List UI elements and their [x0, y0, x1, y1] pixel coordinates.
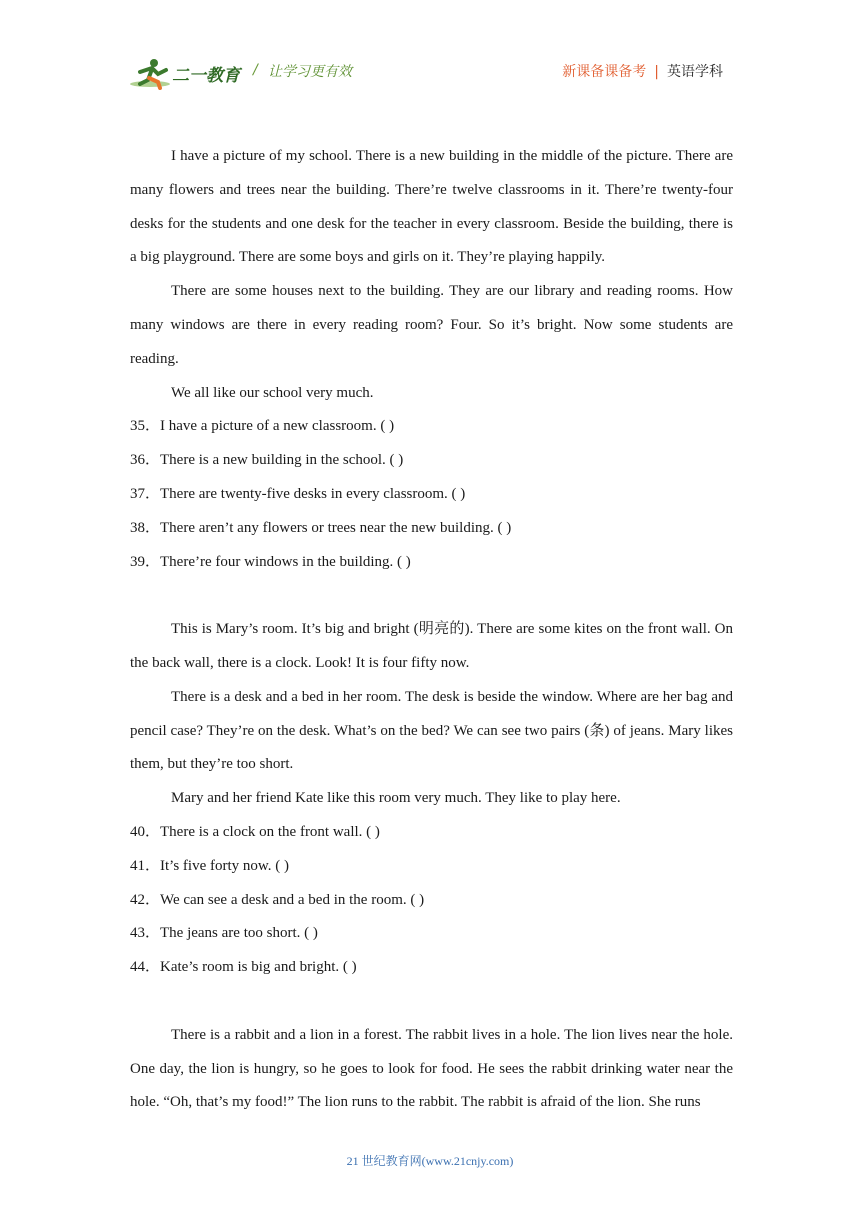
slogan: 让学习更有效 — [268, 64, 352, 80]
section-gap — [130, 985, 733, 1019]
passage1-paragraph: I have a picture of my school. There is a new building in the middle of the picture. There are many flowers and trees near the building. There’re twelve classrooms in it. There’re twenty-four desks for the students and one desk for the teacher in every classroom. Beside the building, there is a big playground. There are some boys and girls on it. They’re playing happily. — [130, 148, 733, 266]
question-39: 39．There’re four windows in the building. ( ) — [130, 553, 411, 570]
question-35: 35．I have a picture of a new classroom. ( ) — [130, 418, 395, 435]
passage2-paragraph: Mary and her friend Kate like this room very much. They like to play here. — [171, 790, 621, 807]
question-38: 38．There aren’t any flowers or trees near the new building. ( ) — [130, 519, 512, 536]
page-header — [0, 0, 860, 110]
passage3-paragraph: There is a rabbit and a lion in a forest. The rabbit lives in a hole. The lion lives near the hole. One day, the lion is hungry, so he goes to look for food. He sees the rabbit drinking water near the hole. “Oh, that’s my food!” The lion runs to the rabbit. The rabbit is afraid of the lion. She runs — [130, 1026, 733, 1111]
header-subject-label: 英语学科 — [667, 64, 723, 80]
header-subject — [562, 61, 723, 81]
logo-text: 二一教育 — [172, 66, 240, 86]
passage1-paragraph: We all like our school very much. — [171, 384, 374, 401]
passage2-paragraph: There is a desk and a bed in her room. The desk is beside the window. Where are her bag and pencil case? They’re on the desk. What’s on the bed? We can see two pairs (条) of jeans. Mary likes them, but they’re too short. — [130, 688, 733, 773]
question-36: 36．There is a new building in the school. ( ) — [130, 452, 404, 469]
logo-icon — [128, 56, 246, 90]
section-gap — [130, 579, 733, 613]
passage1-paragraph: There are some houses next to the building. They are our library and reading rooms. How many windows are there in every reading room? Four. So it’s bright. Now some students are reading. — [130, 283, 733, 367]
question-43: 43．The jeans are too short. ( ) — [130, 925, 318, 942]
document-body — [130, 140, 733, 1120]
question-42: 42．We can see a desk and a bed in the room. ( ) — [130, 891, 425, 908]
header-divider: | — [654, 64, 659, 80]
slogan-separator: / — [253, 62, 258, 78]
page-footer: 21 世纪教育网(www.21cnjy.com) — [346, 1154, 514, 1168]
question-41: 41．It’s five forty now. ( ) — [130, 857, 289, 874]
question-44: 44．Kate’s room is big and bright. ( ) — [130, 959, 357, 976]
question-37: 37．There are twenty-five desks in every classroom. ( ) — [130, 485, 466, 502]
header-course-label: 新课备课备考 — [562, 64, 647, 80]
passage2-paragraph: This is Mary’s room. It’s big and bright (明亮的). There are some kites on the front wall. On the back wall, there is a clock. Look! It is four fifty now. — [130, 621, 733, 671]
question-40: 40．There is a clock on the front wall. ( ) — [130, 823, 380, 840]
